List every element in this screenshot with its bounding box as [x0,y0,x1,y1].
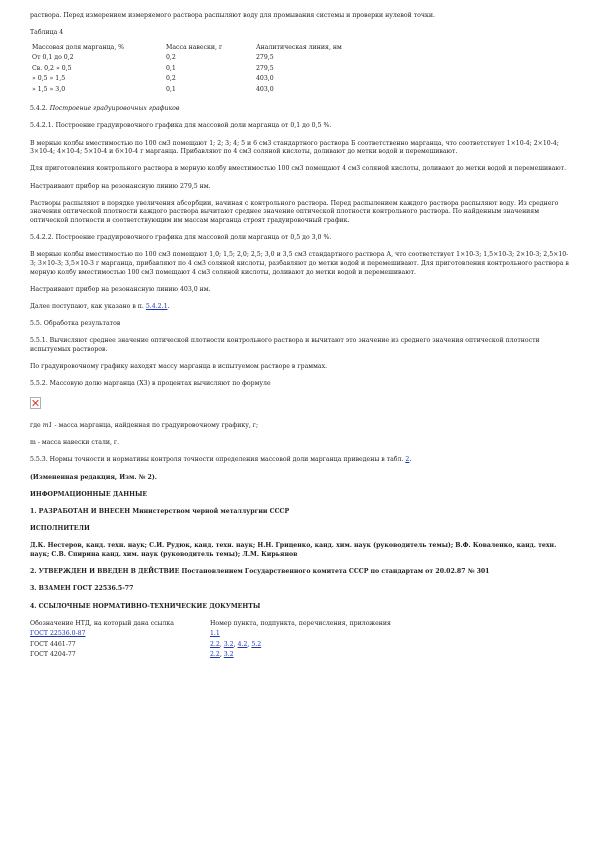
executors-list: Д.К. Нестеров, канд. техн. наук; С.И. Рудюк, канд. техн. наук; Н.Н. Гриценко, канд. хим. наук (руководитель темы); В.Ф. Коваленко, канд. техн. наук; С.В. Спирина канд. хим. наук (руководитель темы); Л.М. Кирьянов [30,542,557,558]
link-ref[interactable]: 1.1 [210,630,220,638]
link-ref[interactable]: 3.2 [223,651,234,659]
paragraph-flasks-2: В мерные колбы вместимостью по 100 см3 помещают 1,0; 1,5; 2,0; 2,5; 3,0 и 3,5 см3 стандартного раствора А, что соответствует 1×10-3; 1,5×10-3; 2×10-3; 2,5×10-3; 3×10-3; 3,5×10-3 г марганца, прибавляют по 4 см3 соляной кислоты, разбавляют до метки водой и перемешивают. Для приготовления контрольного раствора в мерную колбу вместимостью 100 см3 помещают 4 см3 соляной кислоты, доливают до метки водой и перемешивают. [30,251,569,276]
reference-table [30,620,391,662]
section-title: Построение градуировочных графиков [49,105,180,113]
info-item-3: 3. ВЗАМЕН ГОСТ 22536.5-77 [30,585,134,593]
info-label: 1. РАЗРАБОТАН И ВНЕСЕН [30,508,131,515]
link-table-2[interactable]: 2 [405,456,410,464]
table-cell: 0,2 [166,75,176,83]
info-label: 2. УТВЕРЖДЕН И ВВЕДЕН В ДЕЙСТВИЕ [30,568,180,576]
link-5-4-2-1[interactable]: 5.4.2.1 [145,302,168,310]
paragraph-m: m - масса навески стали, г. [30,439,120,447]
paragraph-changed: (Измененная редакция, Изм. № 2). [30,473,157,481]
info-heading: ИНФОРМАЦИОННЫЕ ДАННЫЕ [30,490,148,498]
paragraph-5-5-2: 5.5.2. Массовую долю марганца (Х3) в процентах вычисляют по формуле [30,380,271,388]
table-cell [30,630,210,641]
info-item-1 [30,508,570,517]
paragraph-by-graph: По градуировочному графику находят массу марганца в испытуемом растворе в граммах. [30,363,328,371]
table-row [32,65,366,76]
paragraph-5-5-1: 5.5.1. Вычисляют среднее значение оптической плотности контрольного раствора и вычитают это значение из среднего значения оптической плотности испытуемых растворов. [30,337,540,353]
paragraph-text: 5.5.3. Нормы точности и нормативы контроля точности определения массовой доли марганца приведены в табл. [30,456,406,464]
table-header-row [30,620,391,631]
table4-caption: Таблица 4 [30,29,64,37]
info-item-4: 4. ССЫЛОЧНЫЕ НОРМАТИВНО-ТЕХНИЧЕСКИЕ ДОКУМЕНТЫ [30,602,261,610]
paragraph-5-5-3 [30,456,570,465]
paragraph-text: Далее поступают, как указано в п. [30,302,146,310]
paragraph-5-4-2-2: 5.4.2.2. Построение градуировочного графика для массовой доли марганца от 0,5 до 3,0 %. [30,234,332,242]
table-header-row [32,44,366,55]
section-5-5-heading: 5.5. Обработка результатов [30,320,121,328]
info-text: Постановлением Государственного комитета СССР по стандартам от 20.02.87 № 301 [179,568,490,576]
paragraph-rest: - масса марганца, найденная по градуировочному графику, г; [52,422,259,430]
link-ref[interactable]: 2.2 [210,640,220,648]
paragraph-prefix: где [30,422,43,430]
table-cell: 0,1 [166,64,176,72]
table-cell: 403,0 [256,85,274,93]
paragraph-set-line-1: Настраивают прибор на резонансную линию 279,5 нм. [30,182,211,190]
paragraph-5-4-2-1: 5.4.2.1. Построение градуировочного графика для массовой доли марганца от 0,1 до 0,5 %. [30,122,332,130]
table-cell: 279,5 [256,54,274,62]
table-cell: » 0,5 » 1,5 [32,75,66,83]
table-header-cell: Массовая доля марганца, % [32,43,125,51]
table-cell: 2.2, 3.2, 4.2, 5.2 [210,640,262,648]
paragraph-spray: Растворы распыляют в порядке увеличения абсорбции, начиная с контрольного раствора. Перед распылением каждого раствора распыляют воду. Из среднего значения оптической плотности каждого раствора вычитают среднее значение оптической плотности контрольного раствора. По найденным значениям оптической плотности и соответствующим им массам марганца строят градуировочный график. [30,199,559,224]
table-cell: » 1,5 » 3,0 [32,85,66,93]
table-cell: 403,0 [256,75,274,83]
table-row [32,75,366,86]
table-cell [210,630,391,641]
document-page [30,12,570,662]
table-header-cell: Обозначение НТД, на который дана ссылка [30,619,174,627]
table-cell: ГОСТ 4461-77 [30,640,76,648]
paragraph-m1 [30,422,570,431]
table-header-cell: Масса навески, г [166,43,223,51]
paragraph-control-1: Для приготовления контрольного раствора в мерную колбу вместимостью 100 см3 помещают 4 см3 соляной кислоты, доливают до метки водой и перемешивают. [30,165,567,173]
paragraph-set-line-2: Настраивают прибор на резонансную линию 403,0 нм. [30,285,211,293]
table-cell: 279,5 [256,64,274,72]
link-gost-22536-0-87[interactable]: ГОСТ 22536.0-87 [30,630,86,638]
table-cell: ГОСТ 4204-77 [30,651,76,659]
table-row [30,651,391,662]
table-row [32,54,366,65]
link-ref[interactable]: 3.2 [223,640,234,648]
table-cell: 0,1 [166,85,176,93]
table-header-cell: Аналитическая линия, нм [256,43,342,51]
executors-heading: ИСПОЛНИТЕЛИ [30,525,90,533]
table-row [30,641,391,652]
table-cell: 0,2 [166,54,176,62]
table-row [32,86,366,97]
paragraph-flasks-1: В мерные колбы вместимостью по 100 см3 помещают 1; 2; 3; 4; 5 и 6 см3 стандартного раствора Б соответственно марганца, что соответствует 1×10-4; 2×10-4; 3×10-4; 4×10-4; 5×10-4 и 6×10-4 г марганца. Прибавляют по 4 см3 соляной кислоты, доливают до метки водой и перемешивают. [30,139,559,156]
paragraph-end: . [409,456,412,464]
section-5-4-2-heading [30,105,570,114]
table-cell: От 0,1 до 0,2 [32,54,74,62]
formula-image [30,397,570,416]
table-cell: 2.2, 3.2 [210,651,234,659]
info-item-2 [30,568,570,577]
link-ref[interactable]: 2.2 [210,651,220,659]
broken-image-icon [30,397,41,409]
paragraph-further [30,303,570,312]
table-cell: Св. 0,2 » 0,5 [32,64,72,72]
info-text: Министерством черной металлургии СССР [130,508,290,515]
table-header-cell: Номер пункта, подпункта, перечисления, приложения [210,619,391,627]
table-row [30,630,391,641]
paragraph-end: . [167,302,170,310]
paragraph-top: раствора. Перед измерением измеряемого раствора распыляют воду для промывания системы и проверки нулевой точки. [30,12,435,19]
section-number: 5.4.2. [30,105,48,113]
term-m1: m1 [42,422,53,430]
link-ref[interactable]: 4.2 [237,640,248,648]
link-ref[interactable]: 5.2 [251,640,262,648]
table-4 [32,44,366,97]
